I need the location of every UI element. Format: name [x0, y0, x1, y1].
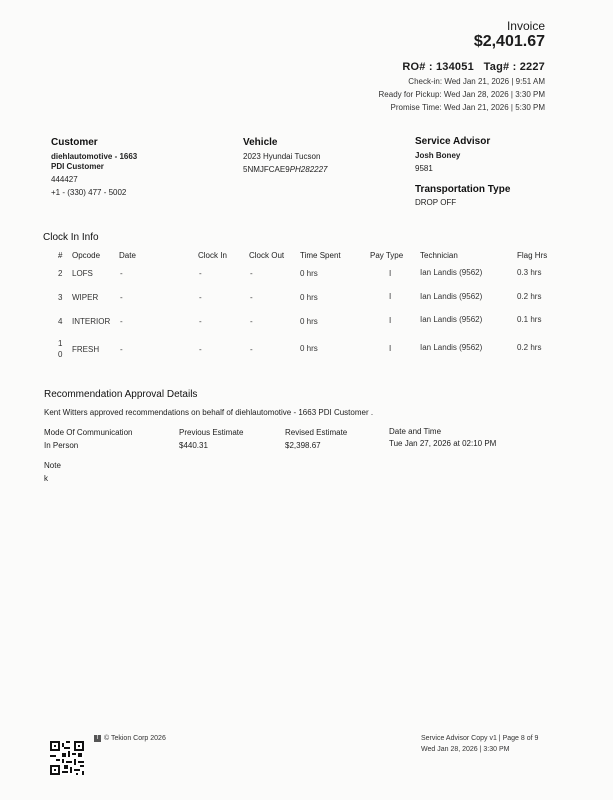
invoice-title: Invoice: [506, 19, 545, 33]
mode-label: Mode Of Communication: [44, 428, 133, 437]
customer-phone: +1 - (330) 477 - 5002: [51, 188, 127, 197]
row-pay-type: I: [389, 344, 392, 353]
row-date: -: [120, 345, 123, 354]
col-date: Date: [119, 251, 136, 260]
row-date: -: [120, 269, 123, 278]
row-num: 3: [58, 293, 63, 302]
tekion-logo-icon: T: [95, 735, 100, 741]
customer-name: diehlautomotive - 1663: [51, 152, 138, 161]
revised-estimate-value: $2,398.67: [285, 441, 321, 450]
qr-code: [50, 741, 84, 775]
row-flag-hrs: 0.3 hrs: [517, 268, 542, 277]
datetime-label: Date and Time: [389, 427, 442, 436]
row-pay-type: I: [389, 292, 392, 301]
row-clock-in: -: [199, 317, 202, 326]
customer-heading: Customer: [51, 137, 98, 148]
previous-estimate-value: $440.31: [179, 441, 208, 450]
row-technician: Ian Landis (9562): [420, 292, 483, 301]
row-flag-hrs: 0.2 hrs: [517, 292, 542, 301]
note-label: Note: [44, 461, 61, 470]
row-clock-out: -: [250, 317, 253, 326]
col-technician: Technician: [420, 251, 458, 260]
col-num: #: [58, 251, 63, 260]
row-clock-in: -: [199, 269, 202, 278]
revised-estimate-label: Revised Estimate: [285, 428, 348, 437]
note-value: k: [44, 474, 48, 483]
row-date: -: [120, 317, 123, 326]
row-clock-out: -: [250, 293, 253, 302]
row-opcode: LOFS: [72, 269, 93, 278]
col-pay-type: Pay Type: [370, 251, 404, 260]
row-num: 4: [58, 317, 63, 326]
recommendation-heading: Recommendation Approval Details: [44, 389, 198, 400]
row-clock-in: -: [199, 345, 202, 354]
pickup-line: [379, 90, 545, 99]
customer-type: PDI Customer: [51, 162, 104, 171]
row-clock-in: -: [199, 293, 202, 302]
col-time-spent: Time Spent: [300, 251, 341, 260]
row-clock-out: -: [250, 345, 253, 354]
vin-suffix: PH282227: [289, 165, 328, 174]
col-clock-in: Clock In: [198, 251, 227, 260]
checkin-value: Wed Jan 21, 2026 | 9:51 AM: [444, 77, 545, 86]
mode-value: In Person: [44, 441, 79, 450]
row-clock-out: -: [250, 269, 253, 278]
row-date: -: [120, 293, 123, 302]
tag-label: Tag# :: [483, 61, 517, 73]
copy-info: Service Advisor Copy v1 | Page 8 of 9: [421, 735, 539, 742]
row-num: 2: [58, 269, 63, 278]
row-technician: Ian Landis (9562): [420, 343, 483, 352]
col-clock-out: Clock Out: [249, 251, 285, 260]
col-flag-hrs: Flag Hrs: [517, 251, 548, 260]
tag-number: 2227: [519, 61, 545, 73]
row-time-spent: 0 hrs: [300, 293, 318, 302]
vehicle-vin: [243, 165, 328, 174]
vehicle-heading: Vehicle: [243, 137, 278, 148]
invoice-total: $2,401.67: [473, 33, 545, 50]
checkin-label: Check-in:: [408, 77, 443, 86]
printed-timestamp: Wed Jan 28, 2026 | 3:30 PM: [421, 746, 510, 753]
row-technician: Ian Landis (9562): [420, 268, 483, 277]
datetime-value: Tue Jan 27, 2026 at 02:10 PM: [389, 439, 497, 448]
row-opcode: INTERIOR: [72, 317, 111, 326]
ro-tag-line: [402, 61, 545, 73]
vin-prefix: 5NMJFCAE9: [243, 165, 290, 174]
checkin-line: [408, 77, 545, 86]
clock-in-heading: Clock In Info: [43, 232, 99, 243]
row-num-bottom: 0: [58, 350, 63, 359]
pickup-label: Ready for Pickup:: [378, 90, 442, 99]
col-opcode: Opcode: [72, 251, 101, 260]
row-opcode: FRESH: [72, 345, 100, 354]
row-pay-type: I: [389, 269, 392, 278]
transport-type: DROP OFF: [415, 198, 457, 207]
promise-label: Promise Time:: [390, 103, 442, 112]
row-flag-hrs: 0.1 hrs: [517, 315, 542, 324]
row-time-spent: 0 hrs: [300, 269, 318, 278]
promise-line: [391, 103, 545, 112]
pickup-value: Wed Jan 28, 2026 | 3:30 PM: [443, 90, 545, 99]
copyright: © Tekion Corp 2026: [104, 735, 166, 742]
promise-value: Wed Jan 21, 2026 | 5:30 PM: [443, 103, 545, 112]
recommendation-statement: Kent Witters approved recommendations on behalf of diehlautomotive - 1663 PDI Customer .: [44, 408, 374, 417]
customer-id: 444427: [51, 175, 78, 184]
vehicle-model: 2023 Hyundai Tucson: [243, 152, 321, 161]
previous-estimate-label: Previous Estimate: [179, 428, 244, 437]
advisor-name: Josh Boney: [415, 151, 461, 160]
ro-label: RO# :: [402, 61, 433, 73]
row-flag-hrs: 0.2 hrs: [517, 343, 542, 352]
row-num-top: 1: [58, 339, 63, 348]
transport-heading: Transportation Type: [415, 184, 511, 195]
row-pay-type: I: [389, 316, 392, 325]
row-time-spent: 0 hrs: [300, 317, 318, 326]
advisor-id: 9581: [415, 164, 433, 173]
row-technician: Ian Landis (9562): [420, 315, 483, 324]
advisor-heading: Service Advisor: [415, 136, 491, 147]
row-opcode: WIPER: [72, 293, 99, 302]
row-time-spent: 0 hrs: [300, 344, 318, 353]
ro-number: 134051: [435, 61, 474, 73]
